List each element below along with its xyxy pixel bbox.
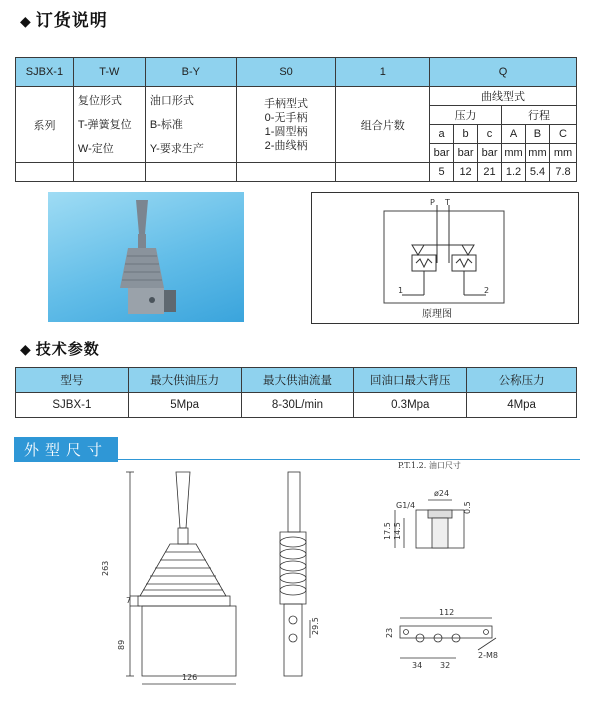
curve-letter: a <box>430 125 454 144</box>
order-header-cell: 1 <box>336 58 430 87</box>
tech-header-cell: 回油口最大背压 <box>354 368 467 393</box>
tech-section-title: ◆ 技术参数 <box>20 341 100 358</box>
curve-unit: bar <box>478 144 502 163</box>
reset-cell-tail <box>73 163 145 182</box>
series-cell: 系列 <box>16 87 74 163</box>
tech-header-cell: 最大供油流量 <box>241 368 354 393</box>
dimensions-banner: 外型尺寸 <box>14 437 118 462</box>
order-header-cell: B-Y <box>145 58 236 87</box>
group-cell: 组合片数 <box>336 87 430 163</box>
handle-cell-tail <box>236 163 336 182</box>
curve-title: 曲线型式 <box>430 87 577 106</box>
tech-value-cell: 8-30L/min <box>241 393 354 418</box>
port-note: P.T.1.2. 油口尺寸 <box>398 461 461 470</box>
curve-letter: c <box>478 125 502 144</box>
order-table <box>15 57 577 182</box>
order-section-title: ◆ 订货说明 <box>20 11 108 30</box>
dim-label-d24: ø24 <box>434 489 450 498</box>
curve-value: 7.8 <box>549 163 576 182</box>
curve-value: 1.2 <box>502 163 526 182</box>
tech-header-cell: 公称压力 <box>467 368 577 393</box>
port-cell-tail <box>145 163 236 182</box>
reset-cell: 复位形式 T-弹簧复位 W-定位 <box>73 87 145 163</box>
curve-letter: A <box>502 125 526 144</box>
dim-label-g14: G1/4 <box>396 501 416 510</box>
dim-label-17-5: 17.5 <box>383 522 392 540</box>
curve-unit: bar <box>454 144 478 163</box>
dim-label-29-5: 29.5 <box>311 617 320 635</box>
dim-label-112: 112 <box>439 608 455 617</box>
tech-header-cell: 型号 <box>16 368 129 393</box>
joystick-photo-illustration <box>48 192 244 322</box>
dim-label-263: 263 <box>101 560 110 576</box>
order-header-cell: SJBX-1 <box>16 58 74 87</box>
curve-letter: B <box>525 125 549 144</box>
series-cell-tail <box>16 163 74 182</box>
dim-label-14-5: 14.5 <box>393 522 402 540</box>
curve-unit: bar <box>430 144 454 163</box>
side-view <box>280 472 310 676</box>
dim-label-7: 7 <box>126 596 132 605</box>
schematic-label-t: T <box>445 198 450 207</box>
tech-header-cell: 最大供油压力 <box>128 368 241 393</box>
tech-value-cell: 0.3Mpa <box>354 393 467 418</box>
dim-label-m8: 2-M8 <box>478 651 498 660</box>
curve-unit: mm <box>525 144 549 163</box>
diamond-icon: ◆ <box>20 13 32 29</box>
curve-letter: b <box>454 125 478 144</box>
dimension-drawing <box>0 460 600 703</box>
pressure-label: 压力 <box>430 106 502 125</box>
schematic-diagram <box>312 193 578 323</box>
front-view <box>126 472 236 684</box>
dim-label-34: 34 <box>412 661 423 670</box>
stroke-label: 行程 <box>502 106 577 125</box>
curve-value: 5 <box>430 163 454 182</box>
curve-value: 12 <box>454 163 478 182</box>
curve-unit: mm <box>549 144 576 163</box>
dim-label-32: 32 <box>440 661 451 670</box>
curve-unit: mm <box>502 144 526 163</box>
diamond-icon: ◆ <box>20 341 32 357</box>
schematic-caption: 原理图 <box>422 309 452 320</box>
order-header-cell: Q <box>430 58 577 87</box>
dim-label-23: 23 <box>385 627 394 638</box>
curve-value: 5.4 <box>525 163 549 182</box>
order-header-cell: T-W <box>73 58 145 87</box>
group-cell-tail <box>336 163 430 182</box>
product-photo <box>48 192 244 322</box>
dim-label-126: 126 <box>182 673 198 682</box>
dim-label-0-5: 0.5 <box>463 501 472 514</box>
port-cell: 油口形式 B-标准 Y-要求生产 <box>145 87 236 163</box>
schematic-label-1: 1 <box>398 286 404 295</box>
curve-letter: C <box>549 125 576 144</box>
handle-cell: 手柄型式 0-无手柄 1-圆型柄 2-曲线柄 <box>236 87 336 163</box>
order-header-cell: S0 <box>236 58 336 87</box>
schematic-label-2: 2 <box>484 286 490 295</box>
curve-value: 21 <box>478 163 502 182</box>
dim-label-89: 89 <box>117 639 126 650</box>
tech-table <box>15 367 577 418</box>
tech-value-cell: 4Mpa <box>467 393 577 418</box>
tech-value-cell: 5Mpa <box>128 393 241 418</box>
schematic-box <box>311 192 579 324</box>
schematic-label-p: P <box>430 198 435 207</box>
tech-value-cell: SJBX-1 <box>16 393 129 418</box>
